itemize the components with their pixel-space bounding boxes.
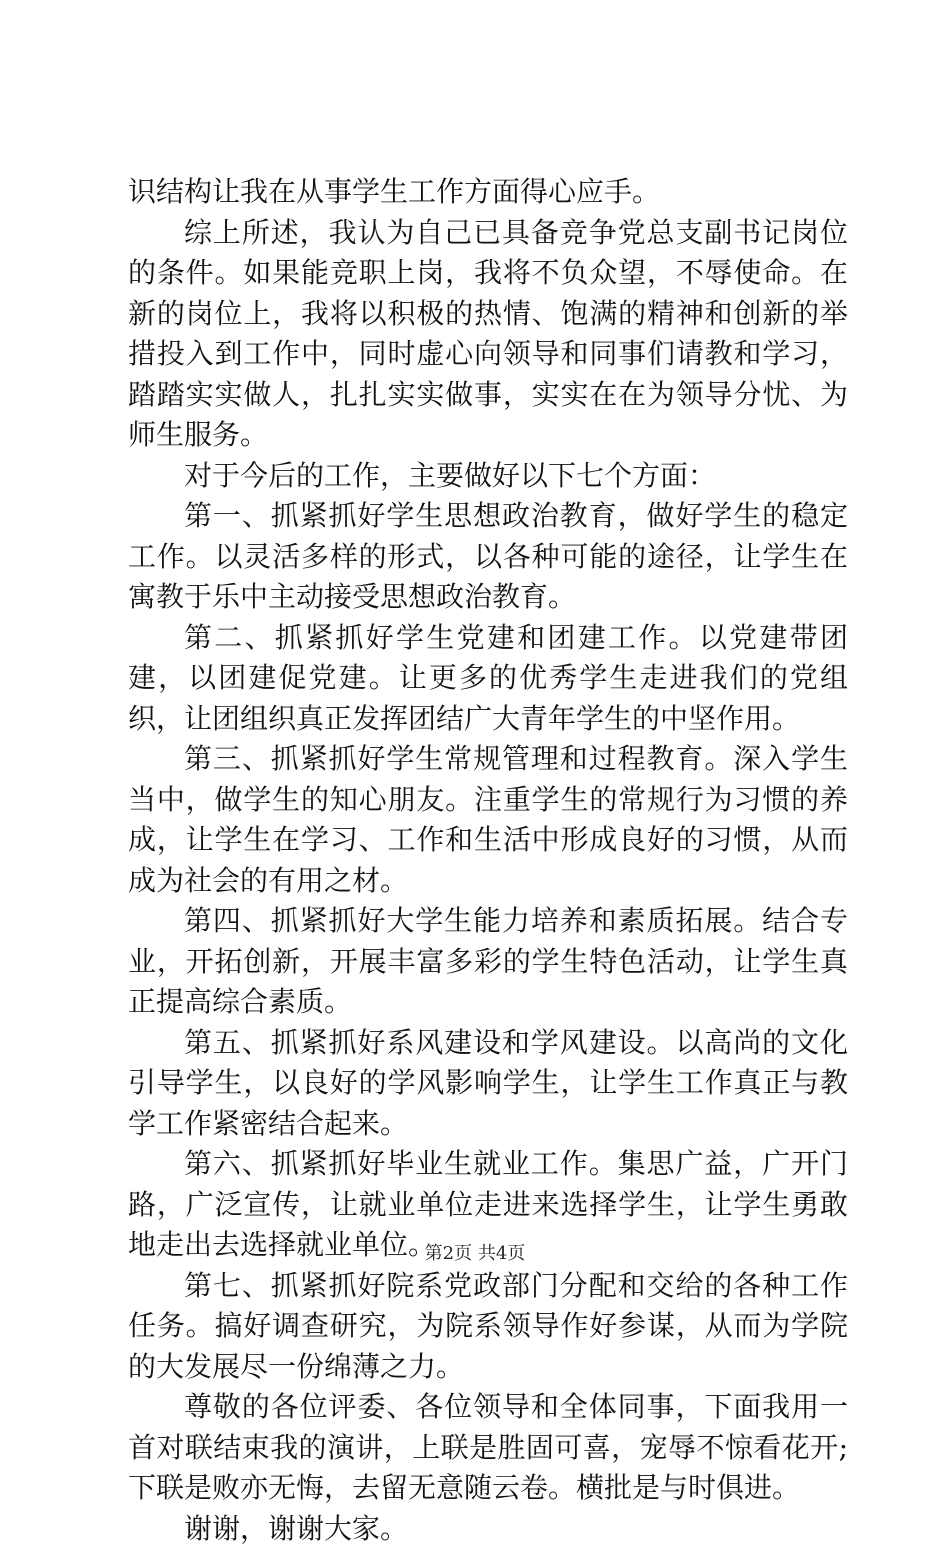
page-number-footer: 第2页 共4页 bbox=[0, 1242, 950, 1266]
document-body bbox=[128, 172, 848, 1549]
paragraph: 对于今后的工作，主要做好以下七个方面： bbox=[128, 456, 848, 497]
paragraph: 第五、抓紧抓好系风建设和学风建设。以高尚的文化引导学生，以良好的学风影响学生，让学生工作真正与教学工作紧密结合起来。 bbox=[128, 1023, 848, 1145]
paragraph: 识结构让我在从事学生工作方面得心应手。 bbox=[128, 172, 848, 213]
paragraph: 综上所述，我认为自己已具备竞争党总支副书记岗位的条件。如果能竞职上岗，我将不负众望，不辱使命。在新的岗位上，我将以积极的热情、饱满的精神和创新的举措投入到工作中，同时虚心向领导和同事们请教和学习，踏踏实实做人，扎扎实实做事，实实在在为领导分忧、为师生服务。 bbox=[128, 213, 848, 456]
paragraph: 谢谢，谢谢大家。 bbox=[128, 1509, 848, 1549]
paragraph: 第七、抓紧抓好院系党政部门分配和交给的各种工作任务。搞好调查研究，为院系领导作好参谋，从而为学院的大发展尽一份绵薄之力。 bbox=[128, 1266, 848, 1388]
paragraph: 第一、抓紧抓好学生思想政治教育，做好学生的稳定工作。以灵活多样的形式，以各种可能的途径，让学生在寓教于乐中主动接受思想政治教育。 bbox=[128, 496, 848, 618]
paragraph: 尊敬的各位评委、各位领导和全体同事，下面我用一首对联结束我的演讲，上联是胜固可喜，宠辱不惊看花开;下联是败亦无悔，去留无意随云卷。横批是与时俱进。 bbox=[128, 1387, 848, 1509]
paragraph: 第六、抓紧抓好毕业生就业工作。集思广益，广开门路，广泛宣传，让就业单位走进来选择学生，让学生勇敢地走出去选择就业单位。 bbox=[128, 1144, 848, 1266]
paragraph: 第四、抓紧抓好大学生能力培养和素质拓展。结合专业，开拓创新，开展丰富多彩的学生特色活动，让学生真正提高综合素质。 bbox=[128, 901, 848, 1023]
paragraph: 第三、抓紧抓好学生常规管理和过程教育。深入学生当中，做学生的知心朋友。注重学生的常规行为习惯的养成，让学生在学习、工作和生活中形成良好的习惯，从而成为社会的有用之材。 bbox=[128, 739, 848, 901]
paragraph: 第二、抓紧抓好学生党建和团建工作。以党建带团建，以团建促党建。让更多的优秀学生走进我们的党组织，让团组织真正发挥团结广大青年学生的中坚作用。 bbox=[128, 618, 848, 740]
